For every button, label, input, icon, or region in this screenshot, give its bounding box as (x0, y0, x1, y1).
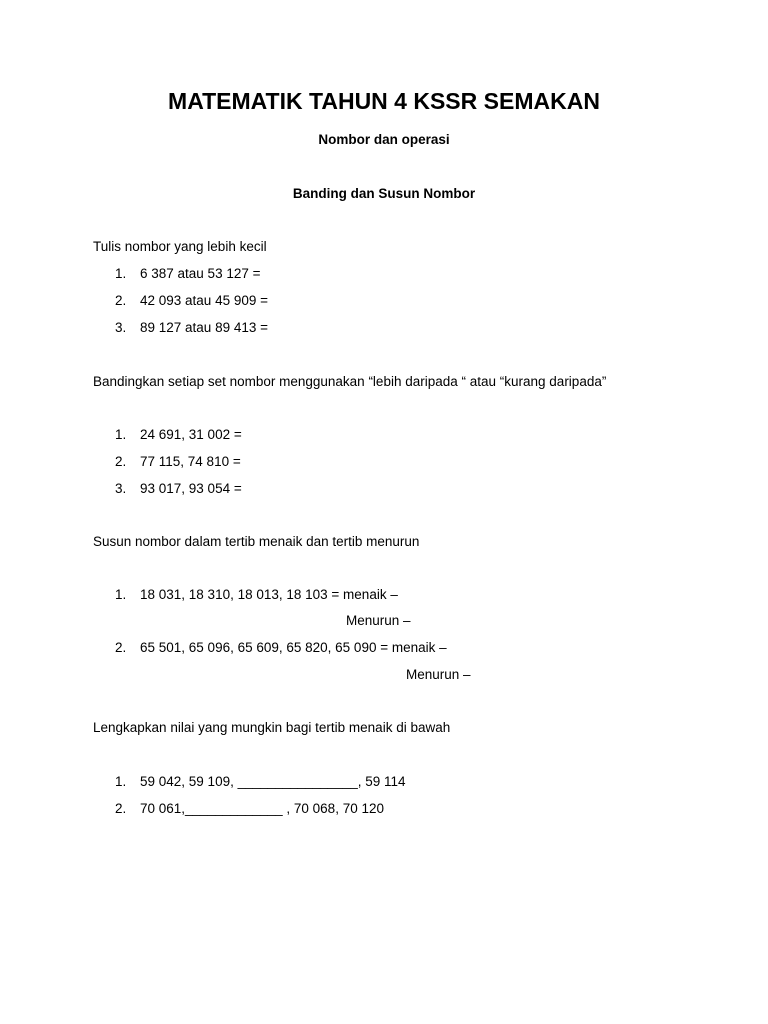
page-subtitle: Nombor dan operasi (318, 132, 450, 147)
q2-item-1-text: 24 691, 31 002 = (140, 427, 242, 442)
q3-instruction: Susun nombor dalam tertib menaik dan tertib menurun (93, 534, 420, 549)
q4-item-1-text: 59 042, 59 109, ________________, 59 114 (140, 774, 406, 789)
q2-item-1-number: 1. (115, 427, 127, 442)
q3-item-1-text: 18 031, 18 310, 18 013, 18 103 = menaik – (140, 587, 398, 602)
section-title: Banding dan Susun Nombor (292, 186, 476, 201)
q2-item-2-text: 77 115, 74 810 = (140, 454, 241, 469)
q3-item-2-text: 65 501, 65 096, 65 609, 65 820, 65 090 = menaik – (140, 640, 447, 655)
q2-item-3-number: 3. (115, 481, 127, 496)
q2-instruction: Bandingkan setiap set nombor menggunakan “lebih daripada “ atau “kurang daripada” (93, 374, 607, 389)
q1-item-1-text: 6 387 atau 53 127 = (140, 266, 261, 281)
q3-item-1-descending: Menurun – (346, 613, 411, 628)
q4-item-1-number: 1. (115, 774, 127, 789)
q4-item-2-number: 2. (115, 801, 127, 816)
q3-item-1-number: 1. (115, 587, 127, 602)
q2-item-3-text: 93 017, 93 054 = (140, 481, 242, 496)
q1-item-1-number: 1. (115, 266, 127, 281)
q1-item-3-text: 89 127 atau 89 413 = (140, 320, 268, 335)
q1-item-2-text: 42 093 atau 45 909 = (140, 293, 268, 308)
q1-item-3-number: 3. (115, 320, 127, 335)
page-title: MATEMATIK TAHUN 4 KSSR SEMAKAN (168, 88, 600, 114)
q4-item-2-text: 70 061,_____________ , 70 068, 70 120 (140, 801, 384, 816)
q3-item-2-descending: Menurun – (406, 667, 471, 682)
q1-item-2-number: 2. (115, 293, 127, 308)
q4-instruction: Lengkapkan nilai yang mungkin bagi tertib menaik di bawah (93, 720, 451, 735)
q3-item-2-number: 2. (115, 640, 127, 655)
q1-instruction: Tulis nombor yang lebih kecil (93, 239, 267, 254)
q2-item-2-number: 2. (115, 454, 127, 469)
